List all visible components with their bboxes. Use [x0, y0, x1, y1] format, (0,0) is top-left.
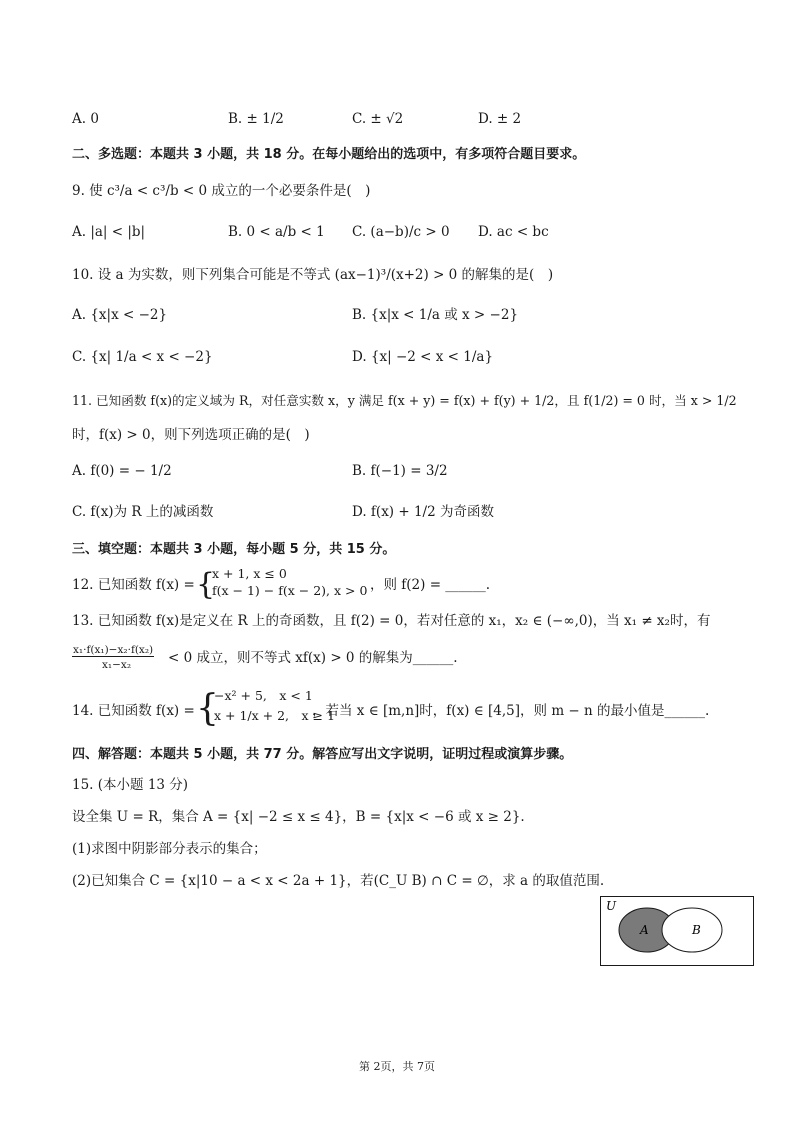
q11-stem-line1: 11. 已知函数 f(x)的定义域为 R，对任意实数 x，y 满足 f(x + y) = f(x) + f(y) + 1/2，且 f(1/2) = 0 时，当 x > 1/2 [72, 393, 737, 408]
page-footer: 第 2页，共 7页 [359, 1060, 435, 1073]
q10-stem: 10. 设 a 为实数，则下列集合可能是不等式 (ax−1)³/(x+2) > 0 的解集的是( ) [72, 267, 554, 283]
q13-line2: < 0 成立，则不等式 xf(x) > 0 的解集为______. [168, 650, 458, 666]
q15-part1: (1)求图中阴影部分表示的集合； [72, 841, 267, 857]
q13-fraction-denominator: x₁−x₂ [102, 659, 132, 671]
q10-option-b: B. {x|x < 1/a 或 x > −2} [352, 307, 519, 323]
q12-suffix: ，则 f(2) = ______. [370, 577, 491, 593]
q12-brace: { [196, 567, 216, 602]
q11-option-b: B. f(−1) = 3/2 [352, 463, 448, 479]
q15-stem: 设全集 U = R，集合 A = {x| −2 ≤ x ≤ 4}，B = {x|x < −6 或 x ≥ 2}. [72, 809, 525, 825]
section-multiple-choice-heading: 二、多选题：本题共 3 小题，共 18 分。在每小题给出的选项中，有多项符合题目要求。 [72, 147, 586, 162]
q14-suffix: ，若当 x ∈ [m,n]时，f(x) ∈ [4,5]，则 m − n 的最小值是______. [312, 703, 710, 719]
q13-fraction-numerator: x₁·f(x₁)−x₂·f(x₂) [73, 644, 154, 656]
label-u: U [606, 899, 617, 913]
q9-option-b: B. 0 < a/b < 1 [228, 224, 325, 240]
q9-option-c: C. (a−b)/c > 0 [352, 224, 450, 240]
q8-option-d: D. ± 2 [478, 111, 522, 127]
q9-stem: 9. 使 c³/a < c³/b < 0 成立的一个必要条件是( ) [72, 183, 371, 199]
q9-option-d: D. ac < bc [478, 224, 549, 240]
label-a: A [640, 923, 649, 937]
q11-stem-line2: 时，f(x) > 0，则下列选项正确的是( ) [72, 427, 310, 443]
q14-case1: −x² + 5, x < 1 [214, 688, 313, 703]
q14-case2: x + 1/x + 2, x ≥ 1 [214, 708, 335, 723]
venn-diagram [600, 896, 756, 968]
q10-option-a: A. {x|x < −2} [72, 307, 168, 323]
q11-option-c: C. f(x)为 R 上的减函数 [72, 504, 214, 520]
q9-option-a: A. |a| < |b| [72, 224, 146, 240]
q8-option-c: C. ± √2 [352, 111, 404, 127]
section-solution-heading: 四、解答题：本题共 5 小题，共 77 分。解答应写出文字说明，证明过程或演算步骤。 [72, 747, 573, 762]
q14-brace: { [196, 688, 219, 729]
q12-prefix: 12. 已知函数 f(x) = [72, 577, 195, 593]
q13-line1: 13. 已知函数 f(x)是定义在 R 上的奇函数，且 f(2) = 0，若对任意的 x₁，x₂ ∈ (−∞,0)，当 x₁ ≠ x₂时，有 [72, 613, 711, 629]
q12-case1: x + 1, x ≤ 0 [212, 566, 287, 581]
q10-option-d: D. {x| −2 < x < 1/a} [352, 349, 494, 365]
q10-option-c: C. {x| 1/a < x < −2} [72, 349, 213, 365]
label-b: B [692, 923, 701, 937]
q11-option-d: D. f(x) + 1/2 为奇函数 [352, 504, 494, 520]
q8-option-a: A. 0 [72, 111, 99, 127]
q15-part2: (2)已知集合 C = {x|10 − a < x < 2a + 1}，若(C_U B) ∩ C = ∅，求 a 的取值范围. [72, 873, 605, 889]
q8-option-b: B. ± 1/2 [228, 111, 284, 127]
section-fill-blank-heading: 三、填空题：本题共 3 小题，每小题 5 分，共 15 分。 [72, 542, 396, 557]
q11-option-a: A. f(0) = − 1/2 [72, 463, 172, 479]
q12-case2: f(x − 1) − f(x − 2), x > 0 [212, 583, 368, 598]
q14-prefix: 14. 已知函数 f(x) = [72, 703, 195, 719]
q15-title: 15. (本小题 13 分) [72, 777, 189, 793]
